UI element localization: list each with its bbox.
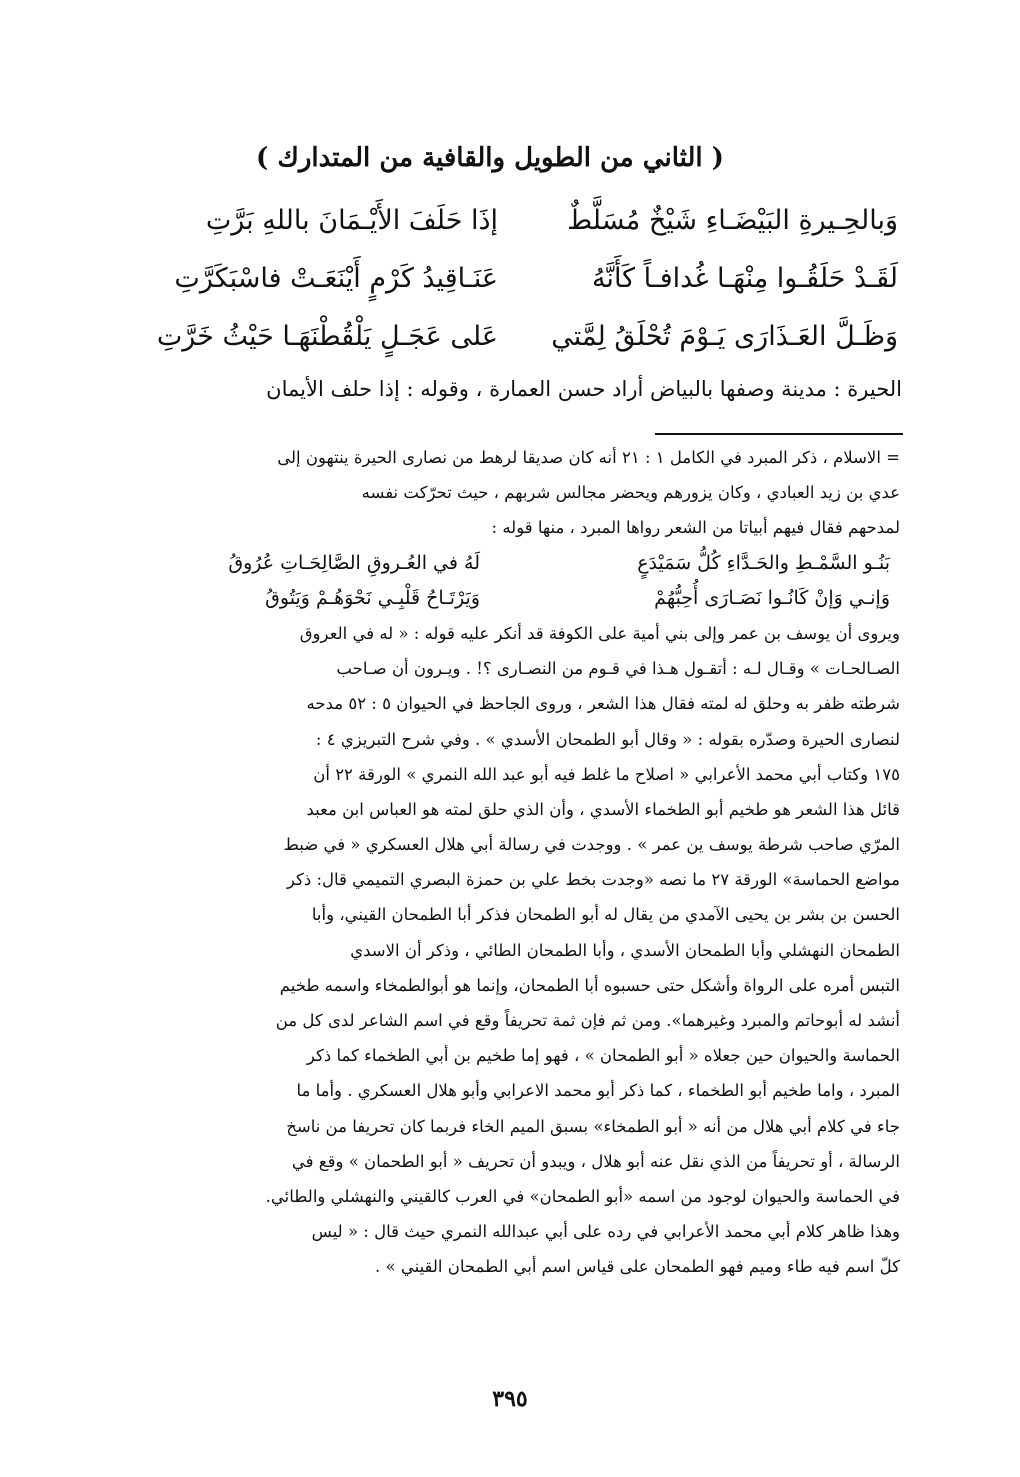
poem <box>118 192 898 366</box>
footnote-line: عدي بن زيد العبادي ، وكان يزورهم ويحضر مجالس شربهم ، حيث تحرّكت نفسه <box>361 483 900 503</box>
footnotes <box>100 440 900 1285</box>
page-number: ٣٩٥ <box>492 1386 528 1412</box>
footnote-line: الحماسة والحيوان حين جعلاه « أبو الطمحان » ، فهو إما طخيم بن أبي الطخماء كما ذكر <box>306 1046 900 1066</box>
footnote-line: لنصارى الحيرة وصدّره بقوله : « وقال أبو الطمحان الأسدي » . وفي شرح التبريزي ٤ : <box>315 729 900 749</box>
footnote-line: الصـالحـات » وقـال لـه : أتقـول هـذا في قـوم من النصـارى ؟! . ويـرون أن صـاحب <box>336 659 900 679</box>
footnote-verse-second-hemistich: لَهُ في العُـروقِ الصَّالِحَـاتِ عُرُوقُ <box>228 551 480 574</box>
footnote-line: أنشد له أبوحاتم والمبرد وغيرهما». ومن ثم فإن ثمة تحريفاً وقع في اسم الشاعر لدى كل من <box>275 1011 900 1030</box>
footnote-line: مواضع الحماسة» الورقة ٢٧ ما نصه «وجدت بخط علي بن حمزة البصري التميمي قال: ذكر <box>286 870 900 890</box>
poem-verse <box>118 250 898 308</box>
footnote-line: في الحماسة والحيوان لوجود من اسمه «أبو الطمحان» في العرب كالقيني والنهشلي والطائي. <box>265 1186 900 1206</box>
footnote-line: الحسن بن بشر بن يحيى الآمدي من يقال له أبو الطمحان فذكر أبا الطمحان القيني، وأبا <box>311 905 900 925</box>
footnote-line: الرسالة ، أو تحريفاً من الذي نقل عنه أبو هلال ، ويبدو أن تحريف « أبو الطحمان » وقع في <box>291 1151 900 1171</box>
footnote-line: ١٧٥ وكتاب أبي محمد الأعرابي « اصلاح ما غلط فيه أبو عبد الله النمري » الورقة ٢٢ أن <box>313 764 900 784</box>
poem-verse <box>118 192 898 250</box>
footnote-line: الطمحان النهشلي وأبا الطمحان الأسدي ، وأبا الطمحان الطائي ، وذكر أن الاسدي <box>350 940 900 960</box>
footnote-line: لمدحهم فقال فيهم أبياتا من الشعر رواها المبرد ، منها قوله : <box>491 518 900 538</box>
footnote-line: ويروى أن يوسف بن عمر وإلى بني أمية على الكوفة قد أنكر عليه قوله : « له في العروق <box>299 623 900 643</box>
footnote-line: المبرد ، واما طخيم أبو الطخماء ، كما ذكر أبو محمد الاعرابي وأبو هلال العسكري . وأما ما <box>296 1081 900 1101</box>
footnote-line: = الاسلام ، ذكر المبرد في الكامل ١ : ٢١ أنه كان صديقا لرهط من نصارى الحيرة ينتهون إلى <box>277 448 900 467</box>
footnote-line: كلّ اسم فيه طاء وميم فهو الطمحان على قياس اسم أبي الطمحان القيني » . <box>375 1257 900 1277</box>
footnote-verse-first-hemistich: وَإنـي وَإنْ كَانُـوا نَصَـارَى أُحِبُّهُمْ <box>654 586 890 609</box>
verse-second-hemistich: عَلى عَجَـلٍ يَلْقُطْنَهَـا حَيْثُ خَرَّتِ <box>156 321 498 352</box>
footnote-verse-first-hemistich: بَنُـو السَّمْـطِ والحَـدَّاءِ كُلُّ سَمَيْدَعٍ <box>637 551 890 574</box>
section-heading: ( الثاني من الطويل والقافية من المتدارك ) <box>256 143 724 173</box>
footnote-line: شرطته ظفر به وحلق له لمته فقال هذا الشعر ، وروى الجاحظ في الحيوان ٥ : ٥٢ مدحه <box>306 694 900 714</box>
footnote-verse <box>100 546 900 581</box>
verse-first-hemistich: وَبالحِـيرةِ البَيْضَـاءِ شَيْخٌ مُسَلَّطٌ <box>567 205 898 236</box>
footnote-verse-second-hemistich: وَيَرْتَـاحُ قَلْبِـي نَحْوَهُـمْ وَيَتُوقُ <box>265 586 480 609</box>
verse-second-hemistich: إذَا حَلَفَ الأَيْـمَانَ باللهِ بَرَّتِ <box>205 205 498 236</box>
footnote-divider <box>655 433 903 435</box>
footnote-line: المرّي صاحب شرطة يوسف ين عمر » . ووجدت في رسالة أبي هلال العسكري « في ضبط <box>283 835 900 855</box>
verse-first-hemistich: وَظَـلَّ العَـذَارَى يَـوْمَ تُحْلَقُ لِمَّتي <box>551 321 898 352</box>
verse-first-hemistich: لَقَـدْ حَلَقُـوا مِنْهَـا غُدافـاً كَأَنَّهُ <box>591 263 898 294</box>
footnote-verse <box>100 581 900 616</box>
footnote-line: التبس أمره على الرواة وأشكل حتى حسبوه أبا الطمحان، وإنما هو أبوالطمخاء واسمه طخيم <box>279 975 900 995</box>
commentary-text: الحيرة : مدينة وصفها بالبياض أراد حسن العمارة ، وقوله : إذا حلف الأيمان <box>266 377 902 401</box>
footnote-line: وهذا ظاهر كلام أبي محمد الأعرابي في رده على أبي عبدالله النمري حيث قال : « ليس <box>311 1222 900 1242</box>
footnote-line: جاء في كلام أبي هلال من أنه « أبو الطمخاء» بسبق الميم الخاء فربما كان تحريفا من ناسخ <box>286 1116 900 1136</box>
footnote-line: قائل هذا الشعر هو طخيم أبو الطخماء الأسدي ، وأن الذي حلق لمته هو العباس ابن معبد <box>306 799 900 819</box>
poem-verse <box>118 308 898 366</box>
verse-second-hemistich: عَنَـاقِيدُ كَرْمٍ أَيْنَعَـتْ فاسْبَكَرَّتِ <box>174 263 498 294</box>
